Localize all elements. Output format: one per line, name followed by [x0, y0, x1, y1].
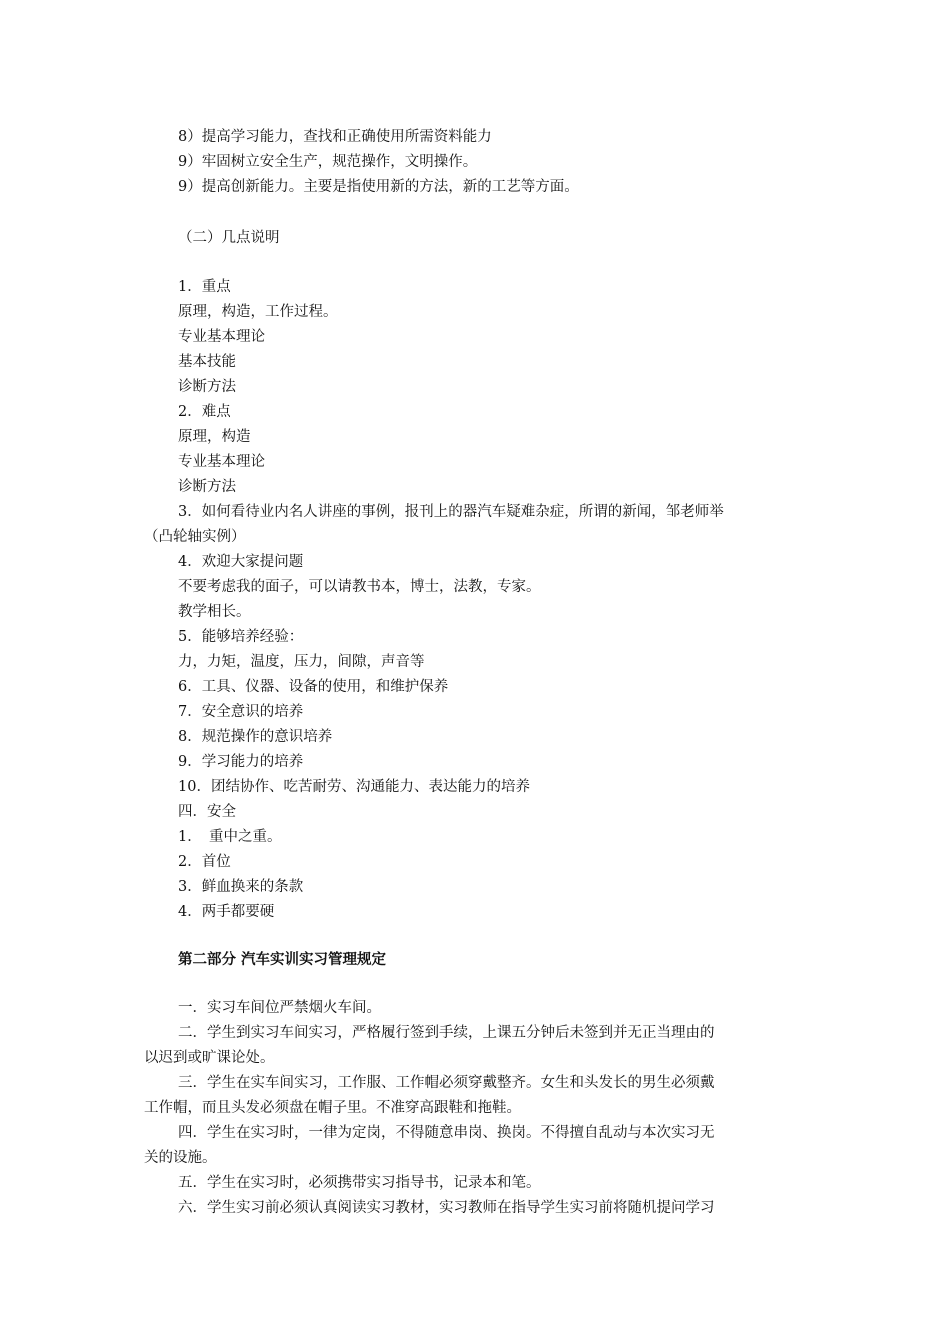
list-item: 1．重点: [178, 279, 231, 295]
rule-line: 二．学生到实习车间实习，严格履行签到手续，上课五分钟后未签到并无正当理由的: [178, 1025, 715, 1041]
list-item: 教学相长。: [178, 604, 251, 620]
rule-line: 四．学生在实习时，一律为定岗，不得随意串岗、换岗。不得擅自乱动与本次实习无: [178, 1125, 715, 1141]
list-item: 9）牢固树立安全生产，规范操作，文明操作。: [178, 154, 478, 170]
rule-line: 以迟到或旷课论处。: [144, 1050, 275, 1066]
list-item: 专业基本理论: [178, 329, 265, 345]
rule-line: 关的设施。: [144, 1150, 217, 1166]
list-item: 4．两手都要硬: [178, 904, 275, 920]
list-item: 3．如何看待业内名人讲座的事例，报刊上的器汽车疑难杂症，所谓的新闻，邹老师举: [178, 504, 724, 520]
list-item: 四．安全: [178, 804, 236, 820]
list-item: 不要考虑我的面子，可以请教书本，博士，法教，专家。: [178, 579, 541, 595]
list-item: 8．规范操作的意识培养: [178, 729, 333, 745]
rule-line: 三．学生在实车间实习，工作服、工作帽必须穿戴整齐。女生和头发长的男生必须戴: [178, 1075, 715, 1091]
list-item: 8）提高学习能力，查找和正确使用所需资料能力: [178, 129, 492, 145]
list-item: 基本技能: [178, 354, 236, 370]
list-item: 力，力矩，温度，压力，间隙，声音等: [178, 654, 425, 670]
list-item: （凸轮轴实例）: [144, 529, 246, 545]
rule-line: 一．实习车间位严禁烟火车间。: [178, 1000, 381, 1016]
list-item: 专业基本理论: [178, 454, 265, 470]
rule-line: 五．学生在实习时，必须携带实习指导书，记录本和笔。: [178, 1175, 541, 1191]
rule-line: 六．学生实习前必须认真阅读实习教材，实习教师在指导学生实习前将随机提问学习: [178, 1200, 715, 1216]
list-item: 7．安全意识的培养: [178, 704, 304, 720]
list-item: 3．鲜血换来的条款: [178, 879, 304, 895]
list-item: 6．工具、仪器、设备的使用，和维护保养: [178, 679, 449, 695]
list-item: 2．难点: [178, 404, 231, 420]
list-item: 原理，构造: [178, 429, 251, 445]
list-item: 诊断方法: [178, 379, 236, 395]
subheading: （二）几点说明: [178, 230, 280, 246]
section-title: 第二部分 汽车实训实习管理规定: [178, 952, 387, 968]
list-item: 9）提高创新能力。主要是指使用新的方法，新的工艺等方面。: [178, 179, 579, 195]
list-item: 诊断方法: [178, 479, 236, 495]
rule-line: 工作帽，而且头发必须盘在帽子里。不准穿高跟鞋和拖鞋。: [144, 1100, 521, 1116]
list-item: 5．能够培养经验：: [178, 629, 304, 645]
list-item: 2．首位: [178, 854, 231, 870]
list-item: 9．学习能力的培养: [178, 754, 304, 770]
list-item: 10．团结协作、吃苦耐劳、沟通能力、表达能力的培养: [178, 779, 530, 795]
list-item: 4．欢迎大家提问题: [178, 554, 304, 570]
list-item: 1． 重中之重。: [178, 829, 282, 845]
list-item: 原理，构造，工作过程。: [178, 304, 338, 320]
